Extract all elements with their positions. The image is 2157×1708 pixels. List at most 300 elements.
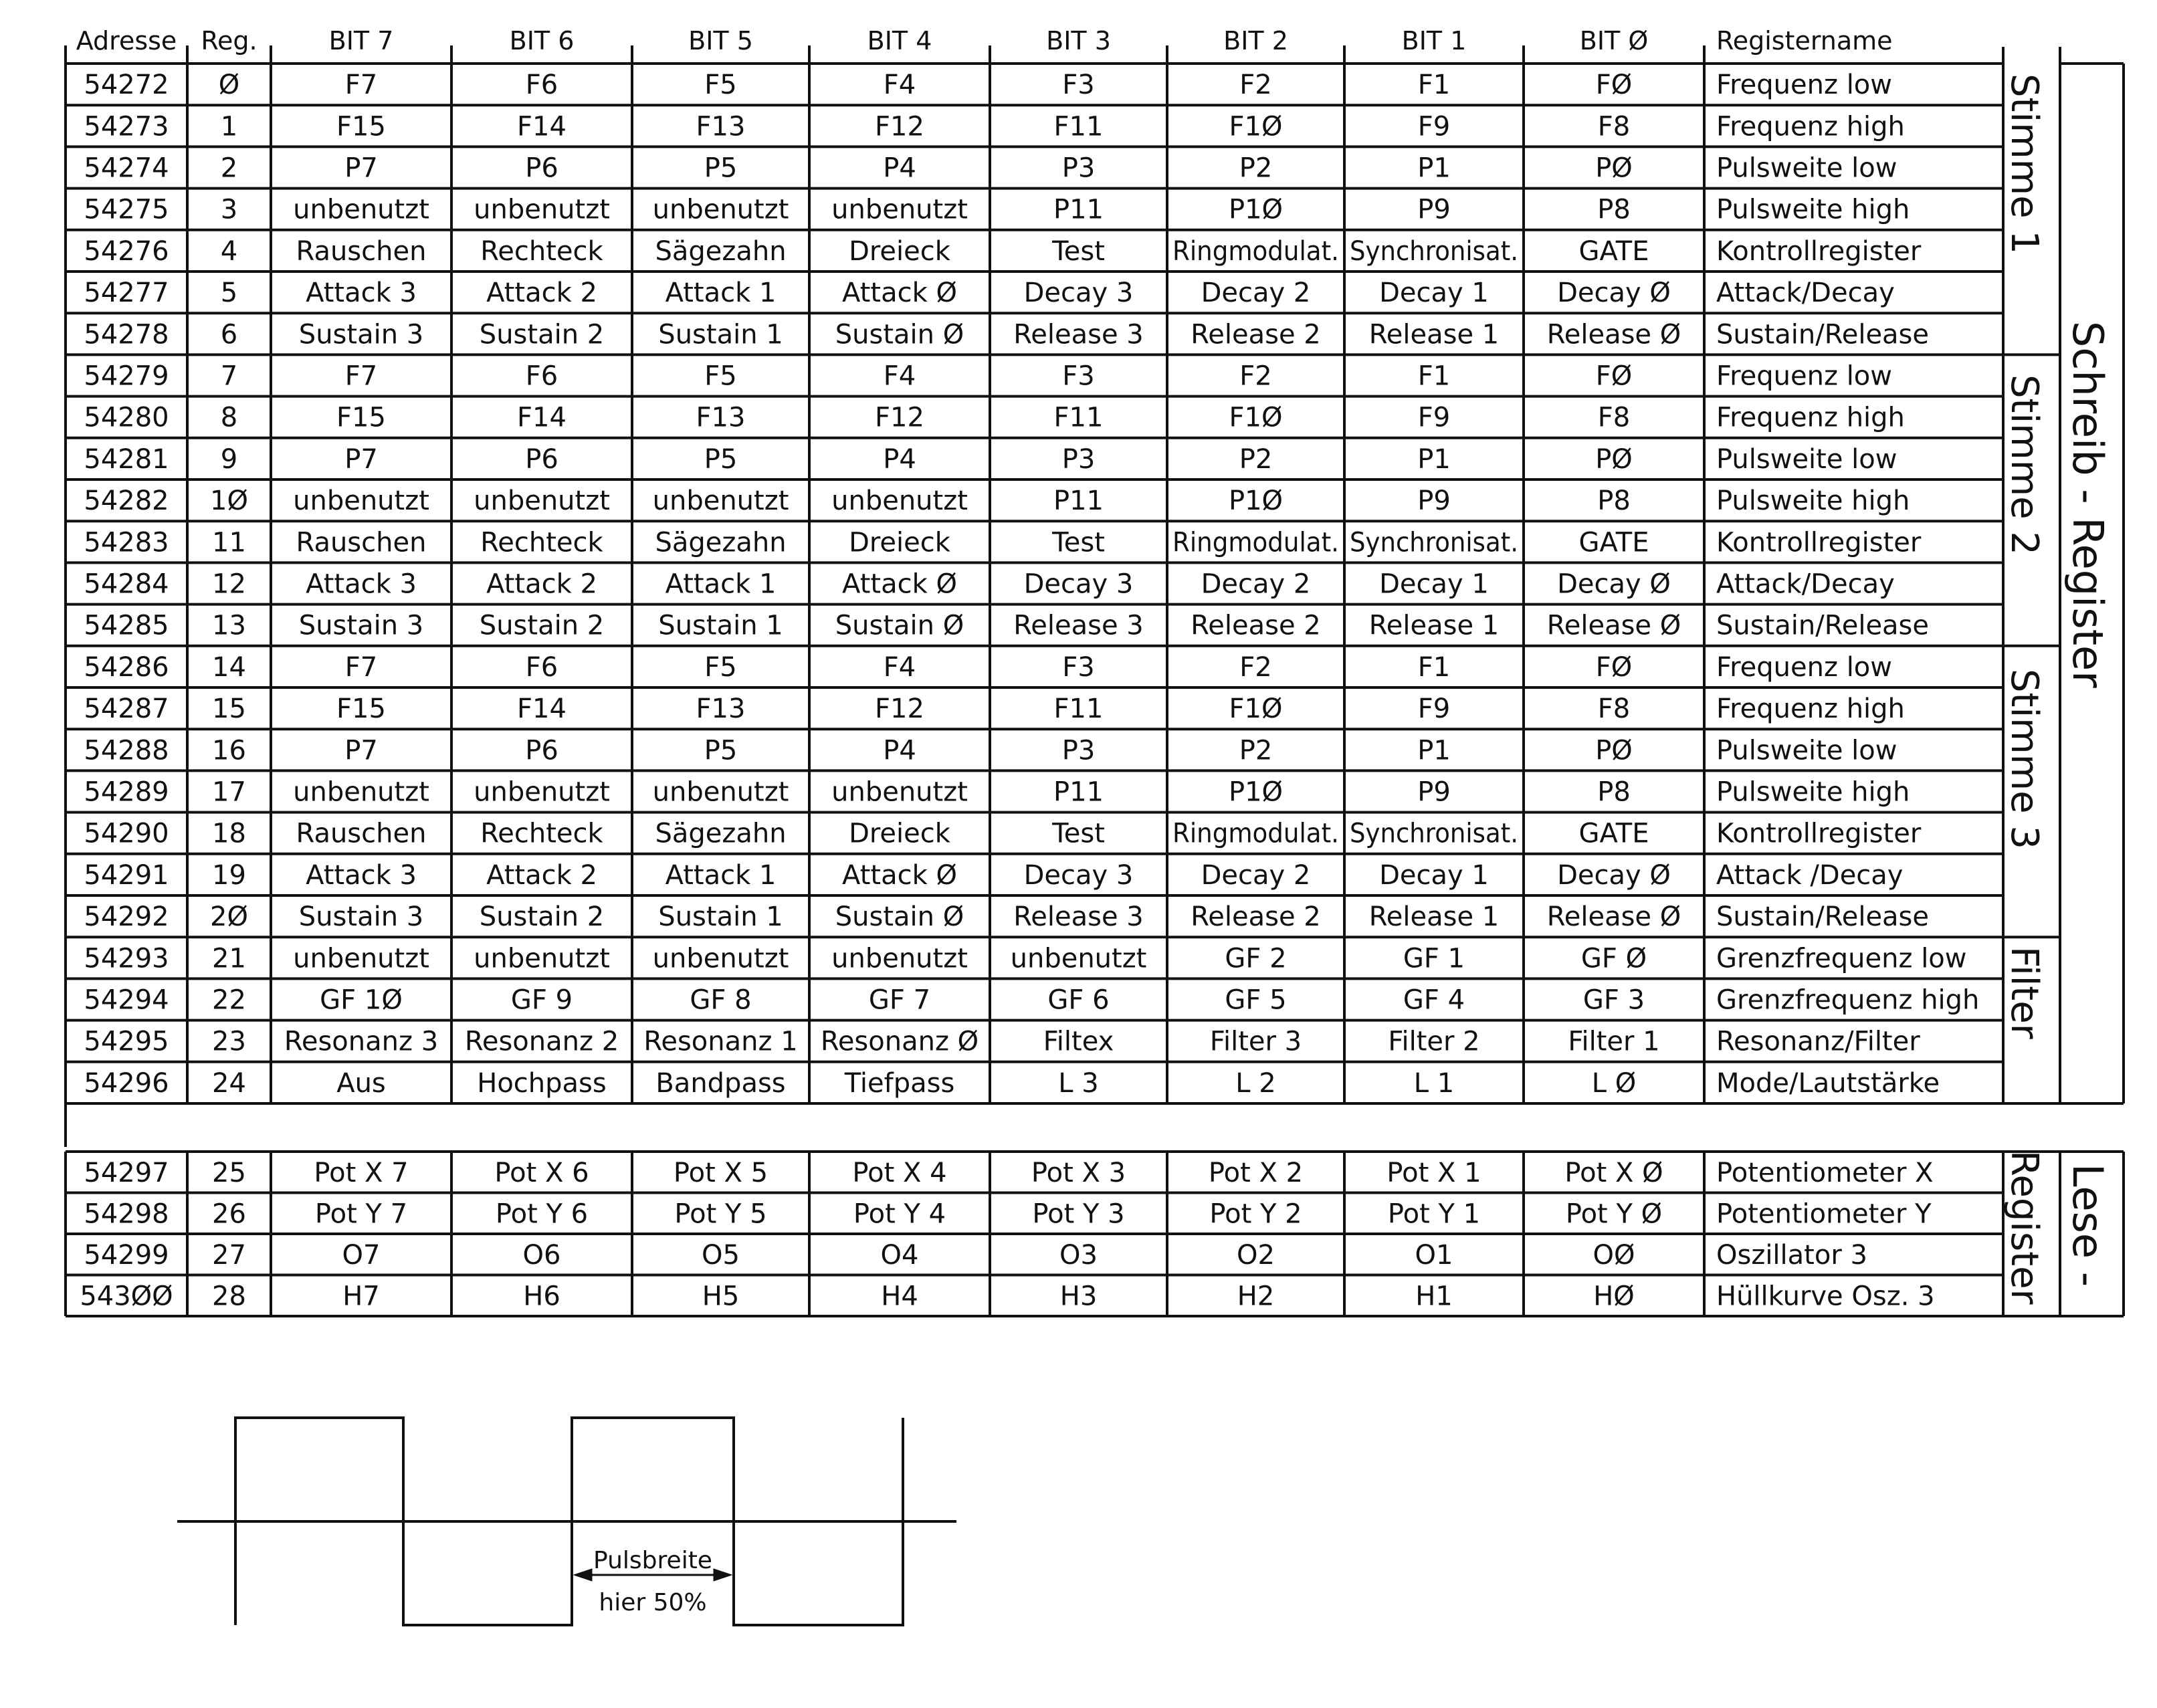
table-cell: Pot Y 7 xyxy=(314,1198,408,1230)
table-cell: Pot Y 4 xyxy=(853,1198,946,1230)
table-cell: P9 xyxy=(1417,776,1451,808)
table-cell: Pot Y 3 xyxy=(1032,1198,1125,1230)
table-cell: 54272 xyxy=(84,70,169,101)
table-cell: FØ xyxy=(1595,651,1633,683)
table-cell: Ringmodulat. xyxy=(1172,527,1339,558)
table-cell: P4 xyxy=(883,443,916,475)
table-cell: 21 xyxy=(212,943,246,974)
table-cell: unbenutzt xyxy=(474,776,610,808)
table-cell: Ø xyxy=(218,70,240,101)
table-cell: O7 xyxy=(342,1239,381,1271)
table-cell: unbenutzt xyxy=(293,943,429,974)
table-cell: Release 2 xyxy=(1191,319,1321,350)
table-cell: unbenutzt xyxy=(831,486,968,517)
table-cell: P2 xyxy=(1239,735,1273,766)
pulse-width-label: Pulsbreite xyxy=(593,1547,712,1574)
table-cell: Decay Ø xyxy=(1557,568,1671,600)
table-cell: Resonanz Ø xyxy=(820,1026,979,1057)
table-cell: Ringmodulat. xyxy=(1172,818,1339,849)
table-cell: Aus xyxy=(336,1067,386,1099)
table-cell: Pot X Ø xyxy=(1564,1157,1663,1188)
table-cell: F3 xyxy=(1062,360,1095,392)
table-cell: 54298 xyxy=(84,1198,169,1230)
table-cell: GATE xyxy=(1578,818,1649,849)
table-cell: 54275 xyxy=(84,194,169,225)
group-label-schreib-register: Schreib - Register xyxy=(2063,321,2112,688)
table-cell: L 1 xyxy=(1413,1067,1455,1099)
table-cell: Decay 1 xyxy=(1379,568,1489,600)
table-cell: 54285 xyxy=(84,610,169,641)
table-cell: unbenutzt xyxy=(831,943,968,974)
table-cell: 54297 xyxy=(84,1157,169,1188)
table-cell: Release Ø xyxy=(1546,319,1681,350)
table-cell: 26 xyxy=(212,1198,246,1230)
table-cell: Pulsweite high xyxy=(1716,776,1910,808)
table-cell: Kontrollregister xyxy=(1716,818,1922,849)
table-cell: Sustain Ø xyxy=(835,319,964,350)
table-cell: F9 xyxy=(1417,111,1451,142)
table-cell: 22 xyxy=(212,984,246,1016)
table-cell: Rechteck xyxy=(480,818,603,849)
group-label-stimme-2: Stimme 2 xyxy=(2002,375,2046,556)
table-cell: P4 xyxy=(883,735,916,766)
table-cell: Dreieck xyxy=(849,527,950,558)
table-cell: Synchronisat. xyxy=(1350,235,1518,267)
table-cell: Release Ø xyxy=(1546,610,1681,641)
table-cell: 8 xyxy=(220,402,238,433)
table-cell: F6 xyxy=(525,70,558,101)
column-header: Registername xyxy=(1716,26,1893,56)
table-cell: 1Ø xyxy=(210,486,248,517)
table-cell: 23 xyxy=(212,1026,246,1057)
table-cell: Synchronisat. xyxy=(1350,818,1518,849)
table-cell: Pulsweite high xyxy=(1716,486,1910,517)
table-cell: unbenutzt xyxy=(652,776,789,808)
table-cell: Sustain 1 xyxy=(658,610,783,641)
table-cell: H4 xyxy=(881,1281,918,1312)
table-cell: P6 xyxy=(525,443,558,475)
column-header: Adresse xyxy=(76,26,177,56)
table-cell: F12 xyxy=(875,693,924,725)
table-cell: P7 xyxy=(344,443,378,475)
table-cell: P1 xyxy=(1417,443,1451,475)
arrow-head-right-icon xyxy=(714,1569,732,1581)
table-cell: Pot Y 5 xyxy=(674,1198,767,1230)
table-cell: GF 7 xyxy=(868,984,931,1016)
column-header: BIT 3 xyxy=(1046,26,1111,56)
table-cell: 54276 xyxy=(84,235,169,267)
table-cell: Resonanz 1 xyxy=(643,1026,798,1057)
table-cell: Pot X 1 xyxy=(1386,1157,1481,1188)
table-cell: Resonanz/Filter xyxy=(1716,1026,1920,1057)
table-cell: 54291 xyxy=(84,859,169,891)
table-cell: H5 xyxy=(702,1281,740,1312)
table-cell: unbenutzt xyxy=(293,194,429,225)
table-cell: Release 1 xyxy=(1368,610,1500,641)
table-cell: F8 xyxy=(1597,402,1631,433)
table-cell: Filter 2 xyxy=(1388,1026,1480,1057)
table-cell: F2 xyxy=(1239,651,1272,683)
table-cell: Rauschen xyxy=(296,818,427,849)
table-cell: 16 xyxy=(212,735,246,766)
table-cell: Sustain/Release xyxy=(1716,901,1930,933)
table-cell: 54286 xyxy=(84,651,169,683)
table-cell: Grenzfrequenz high xyxy=(1716,984,1980,1016)
table-cell: Release 3 xyxy=(1013,610,1144,641)
table-cell: 54281 xyxy=(84,443,169,475)
group-label-register: Register xyxy=(2002,1150,2046,1305)
table-cell: F4 xyxy=(883,70,916,101)
table-cell: Decay 2 xyxy=(1201,859,1311,891)
table-cell: Attack 1 xyxy=(665,568,777,600)
table-cell: Attack 1 xyxy=(665,859,777,891)
column-header: BIT 2 xyxy=(1223,26,1288,56)
table-cell: Decay 1 xyxy=(1379,278,1489,309)
column-header: BIT 7 xyxy=(328,26,394,56)
table-cell: Potentiometer X xyxy=(1716,1157,1934,1188)
table-cell: unbenutzt xyxy=(474,194,610,225)
table-cell: Attack/Decay xyxy=(1716,568,1895,600)
column-header: BIT 4 xyxy=(867,26,932,56)
table-cell: Decay 3 xyxy=(1023,859,1134,891)
table-cell: Tiefpass xyxy=(844,1067,955,1099)
table-cell: F14 xyxy=(517,111,567,142)
column-header: BIT 6 xyxy=(509,26,575,56)
table-cell: Release 2 xyxy=(1191,901,1321,933)
table-cell: Pot X 5 xyxy=(673,1157,768,1188)
table-cell: Filtex xyxy=(1043,1026,1114,1057)
table-cell: F7 xyxy=(344,70,378,101)
table-cell: 15 xyxy=(212,693,246,725)
table-cell: P1Ø xyxy=(1228,194,1283,225)
table-cell: 54279 xyxy=(84,360,169,392)
table-cell: Filter 3 xyxy=(1209,1026,1302,1057)
table-cell: 54292 xyxy=(84,901,169,933)
read-register-table xyxy=(66,1152,2124,1316)
table-cell: P7 xyxy=(344,152,378,184)
table-cell: Sustain/Release xyxy=(1716,319,1930,350)
table-cell: P3 xyxy=(1061,443,1096,475)
column-header: BIT 5 xyxy=(688,26,753,56)
table-cell: 2Ø xyxy=(210,901,248,933)
table-cell: Attack 2 xyxy=(486,278,597,309)
table-cell: PØ xyxy=(1595,443,1633,475)
table-cell: P11 xyxy=(1053,194,1104,225)
table-cell: F11 xyxy=(1053,693,1104,725)
table-cell: F5 xyxy=(704,360,737,392)
table-cell: Oszillator 3 xyxy=(1716,1239,1867,1271)
table-cell: P11 xyxy=(1053,776,1104,808)
table-cell: unbenutzt xyxy=(1010,943,1147,974)
table-cell: GF 9 xyxy=(510,984,573,1016)
table-cell: P8 xyxy=(1597,194,1631,225)
table-cell: Release 1 xyxy=(1368,319,1500,350)
table-cell: Filter 1 xyxy=(1568,1026,1660,1057)
table-cell: GF 1Ø xyxy=(320,984,403,1016)
table-cell: Decay 2 xyxy=(1201,568,1311,600)
table-cell: Sustain 3 xyxy=(298,901,424,933)
table-cell: O6 xyxy=(522,1239,561,1271)
table-cell: 9 xyxy=(220,443,238,475)
table-cell: F4 xyxy=(883,360,916,392)
table-cell: F15 xyxy=(336,111,386,142)
table-cell: Pot X 4 xyxy=(852,1157,947,1188)
table-cell: Sustain 3 xyxy=(298,610,424,641)
table-cell: P9 xyxy=(1417,194,1451,225)
column-header: Reg. xyxy=(201,26,258,56)
table-cell: Dreieck xyxy=(849,818,950,849)
table-cell: P8 xyxy=(1597,776,1631,808)
table-cell: P1 xyxy=(1417,735,1451,766)
table-cell: Pulsweite high xyxy=(1716,194,1910,225)
table-cell: Resonanz 3 xyxy=(284,1026,439,1057)
table-cell: GF 5 xyxy=(1225,984,1287,1016)
table-cell: F9 xyxy=(1417,693,1451,725)
table-cell: unbenutzt xyxy=(474,943,610,974)
table-cell: FØ xyxy=(1595,360,1633,392)
table-cell: Decay 3 xyxy=(1023,568,1134,600)
table-cell: F8 xyxy=(1597,111,1631,142)
table-cell: GATE xyxy=(1578,235,1649,267)
table-cell: Sustain Ø xyxy=(835,901,964,933)
table-cell: F13 xyxy=(696,693,746,725)
table-cell: 54278 xyxy=(84,319,169,350)
table-cell: Rechteck xyxy=(480,527,603,558)
table-cell: F11 xyxy=(1053,111,1104,142)
table-cell: F4 xyxy=(883,651,916,683)
table-cell: Attack 1 xyxy=(665,278,777,309)
column-header: BIT Ø xyxy=(1579,26,1649,56)
table-cell: F1Ø xyxy=(1229,111,1283,142)
table-cell: 543ØØ xyxy=(80,1281,173,1312)
table-cell: H2 xyxy=(1237,1281,1275,1312)
table-cell: F5 xyxy=(704,70,737,101)
table-cell: 54280 xyxy=(84,402,169,433)
header-row xyxy=(66,26,1893,64)
table-cell: F1 xyxy=(1417,651,1451,683)
write-register-table xyxy=(66,47,2124,1147)
table-cell: L Ø xyxy=(1591,1067,1637,1099)
table-cell: Pulsweite low xyxy=(1716,443,1897,475)
pulse-width-diagram xyxy=(177,1418,956,1625)
table-cell: Pulsweite low xyxy=(1716,152,1897,184)
table-cell: Attack 2 xyxy=(486,859,597,891)
table-cell: 4 xyxy=(220,235,238,267)
table-cell: Sägezahn xyxy=(655,235,787,267)
table-cell: Synchronisat. xyxy=(1350,527,1518,558)
table-cell: Rauschen xyxy=(296,527,427,558)
table-cell: PØ xyxy=(1595,152,1633,184)
table-cell: Kontrollregister xyxy=(1716,527,1922,558)
table-cell: 2 xyxy=(220,152,238,184)
table-cell: Pot Y 6 xyxy=(495,1198,589,1230)
table-cell: Attack /Decay xyxy=(1716,859,1904,891)
table-cell: Sustain 1 xyxy=(658,901,783,933)
table-cell: F7 xyxy=(344,651,378,683)
table-cell: F2 xyxy=(1239,360,1272,392)
pulse-width-note: hier 50% xyxy=(599,1589,707,1616)
table-cell: 18 xyxy=(212,818,246,849)
table-cell: 54277 xyxy=(84,278,169,309)
table-cell: O5 xyxy=(702,1239,740,1271)
table-cell: FØ xyxy=(1595,70,1633,101)
table-cell: 25 xyxy=(212,1157,246,1188)
table-cell: Sustain 2 xyxy=(479,901,605,933)
group-label-filter: Filter xyxy=(2002,946,2046,1039)
table-cell: Sustain 3 xyxy=(298,319,424,350)
table-cell: Sustain 2 xyxy=(479,610,605,641)
table-cell: F12 xyxy=(875,111,924,142)
table-cell: 28 xyxy=(212,1281,246,1312)
table-cell: Frequenz low xyxy=(1716,70,1892,101)
table-cell: unbenutzt xyxy=(652,943,789,974)
table-cell: Sustain 2 xyxy=(479,319,605,350)
table-cell: 54293 xyxy=(84,943,169,974)
table-cell: Hochpass xyxy=(477,1067,607,1099)
table-cell: F1Ø xyxy=(1229,402,1283,433)
table-cell: Attack/Decay xyxy=(1716,278,1895,309)
table-cell: P1Ø xyxy=(1228,486,1283,517)
table-cell: PØ xyxy=(1595,735,1633,766)
table-cell: 54284 xyxy=(84,568,169,600)
table-cell: P2 xyxy=(1239,443,1273,475)
table-cell: Resonanz 2 xyxy=(464,1026,619,1057)
table-cell: Frequenz high xyxy=(1716,402,1905,433)
table-cell: F3 xyxy=(1062,70,1095,101)
table-cell: Release Ø xyxy=(1546,901,1681,933)
table-cell: Decay 1 xyxy=(1379,859,1489,891)
table-cell: Decay Ø xyxy=(1557,859,1671,891)
table-cell: unbenutzt xyxy=(831,194,968,225)
table-cell: Pot Y 2 xyxy=(1209,1198,1302,1230)
table-cell: Sägezahn xyxy=(655,527,787,558)
table-cell: F7 xyxy=(344,360,378,392)
table-cell: Pot X 2 xyxy=(1208,1157,1304,1188)
table-cell: Frequenz low xyxy=(1716,360,1892,392)
table-cell: F14 xyxy=(517,402,567,433)
table-cell: H7 xyxy=(342,1281,380,1312)
table-cell: Attack 3 xyxy=(306,568,417,600)
table-cell: 54288 xyxy=(84,735,169,766)
table-cell: 54273 xyxy=(84,111,169,142)
table-cell: P3 xyxy=(1061,152,1096,184)
table-cell: P7 xyxy=(344,735,378,766)
table-cell: Pot X 6 xyxy=(494,1157,589,1188)
table-cell: Release 2 xyxy=(1191,610,1321,641)
table-cell: unbenutzt xyxy=(293,776,429,808)
table-cell: F5 xyxy=(704,651,737,683)
table-cell: F6 xyxy=(525,651,558,683)
table-cell: 17 xyxy=(212,776,246,808)
table-cell: F14 xyxy=(517,693,567,725)
table-cell: P6 xyxy=(525,735,558,766)
table-cell: unbenutzt xyxy=(293,486,429,517)
table-cell: 5 xyxy=(220,278,238,309)
table-cell: 24 xyxy=(212,1067,246,1099)
table-cell: Hüllkurve Osz. 3 xyxy=(1716,1281,1935,1312)
table-cell: 54294 xyxy=(84,984,169,1016)
table-cell: Attack 3 xyxy=(306,278,417,309)
table-cell: F12 xyxy=(875,402,924,433)
table-cell: P2 xyxy=(1239,152,1273,184)
table-cell: P6 xyxy=(525,152,558,184)
table-cell: H1 xyxy=(1415,1281,1453,1312)
table-cell: unbenutzt xyxy=(652,194,789,225)
table-cell: 54299 xyxy=(84,1239,169,1271)
table-cell: unbenutzt xyxy=(474,486,610,517)
table-cell: 1 xyxy=(220,111,238,142)
table-cell: GF 6 xyxy=(1047,984,1110,1016)
table-cell: 54290 xyxy=(84,818,169,849)
table-cell: F13 xyxy=(696,111,746,142)
table-cell: Dreieck xyxy=(849,235,950,267)
table-cell: Frequenz high xyxy=(1716,111,1905,142)
table-cell: P5 xyxy=(704,735,738,766)
table-cell: Test xyxy=(1052,527,1105,558)
table-cell: O4 xyxy=(880,1239,919,1271)
table-cell: 54283 xyxy=(84,527,169,558)
table-cell: Pot X 3 xyxy=(1031,1157,1126,1188)
table-cell: Attack Ø xyxy=(842,859,957,891)
table-cell: Sägezahn xyxy=(655,818,787,849)
table-cell: Sustain Ø xyxy=(835,610,964,641)
table-cell: Ringmodulat. xyxy=(1172,235,1339,267)
table-cell: Pot Y 1 xyxy=(1387,1198,1481,1230)
table-cell: Attack 2 xyxy=(486,568,597,600)
table-cell: L 3 xyxy=(1058,1067,1099,1099)
table-cell: Decay 2 xyxy=(1201,278,1311,309)
table-cell: O1 xyxy=(1415,1239,1453,1271)
table-cell: P3 xyxy=(1061,735,1096,766)
table-cell: F11 xyxy=(1053,402,1104,433)
table-cell: Attack Ø xyxy=(842,568,957,600)
table-cell: unbenutzt xyxy=(831,776,968,808)
table-cell: F6 xyxy=(525,360,558,392)
table-cell: Grenzfrequenz low xyxy=(1716,943,1967,974)
table-cell: Release 3 xyxy=(1013,319,1144,350)
table-cell: Rauschen xyxy=(296,235,427,267)
table-cell: 54296 xyxy=(84,1067,169,1099)
table-cell: Frequenz high xyxy=(1716,693,1905,725)
table-cell: Pulsweite low xyxy=(1716,735,1897,766)
table-cell: Pot Y Ø xyxy=(1565,1198,1663,1230)
table-cell: GF 8 xyxy=(690,984,752,1016)
table-cell: Potentiometer Y xyxy=(1716,1198,1932,1230)
table-cell: GF 1 xyxy=(1403,943,1465,974)
table-cell: Test xyxy=(1052,235,1105,267)
table-cell: Test xyxy=(1052,818,1105,849)
table-cell: F8 xyxy=(1597,693,1631,725)
table-cell: Pot X 7 xyxy=(314,1157,409,1188)
table-cell: P1 xyxy=(1417,152,1451,184)
table-cell: Bandpass xyxy=(655,1067,786,1099)
table-cell: P8 xyxy=(1597,486,1631,517)
table-cell: Kontrollregister xyxy=(1716,235,1922,267)
table-cell: GATE xyxy=(1578,527,1649,558)
table-cell: F1 xyxy=(1417,70,1451,101)
table-cell: 13 xyxy=(212,610,246,641)
table-cell: Attack Ø xyxy=(842,278,957,309)
table-cell: P5 xyxy=(704,443,738,475)
table-cell: 27 xyxy=(212,1239,246,1271)
table-cell: Decay 3 xyxy=(1023,278,1134,309)
group-label-lese: Lese - xyxy=(2063,1164,2112,1287)
table-cell: GF 3 xyxy=(1582,984,1645,1016)
table-cell: F15 xyxy=(336,402,386,433)
table-cell: 54274 xyxy=(84,152,169,184)
table-cell: P1Ø xyxy=(1228,776,1283,808)
table-cell: GF 2 xyxy=(1225,943,1287,974)
